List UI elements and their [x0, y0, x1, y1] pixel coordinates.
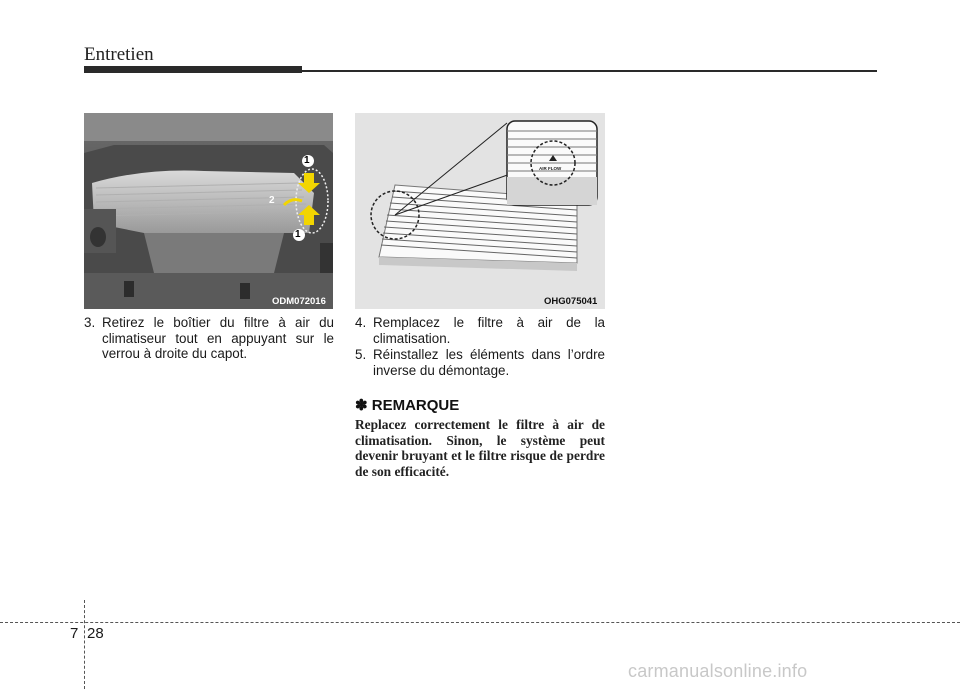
- step-5: [355, 347, 605, 378]
- note-heading: [355, 396, 459, 414]
- section-title: Entretien: [84, 44, 154, 65]
- filter-element-illustration: [355, 113, 605, 309]
- airflow-label: AIR FLOW: [539, 166, 562, 171]
- callout-1-top: 1: [304, 155, 310, 166]
- footer-rule: [0, 622, 960, 623]
- callout-1-bottom: 1: [295, 229, 301, 240]
- figure-filter-housing: [84, 113, 333, 309]
- step-text: Retirez le boîtier du filtre à air du climatiseur tout en appuyant sur le verrou à droite du capot.: [102, 315, 334, 361]
- watermark: carmanualsonline.info: [628, 661, 808, 681]
- filter-housing-illustration: [84, 113, 333, 309]
- step-number: 3.: [84, 315, 96, 330]
- step-4: [355, 315, 605, 346]
- figure-filter-element: [355, 113, 605, 309]
- step-number: 5.: [355, 347, 367, 362]
- note-heading-text: REMARQUE: [371, 397, 460, 414]
- figure-code: ODM072016: [272, 296, 326, 307]
- step-3: [84, 315, 334, 362]
- page-number: 28: [87, 625, 104, 642]
- figure-code: OHG075041: [544, 296, 598, 307]
- step-number: 4.: [355, 315, 367, 330]
- header-rule: [302, 70, 877, 72]
- note-body: Replacez correctement le filtre à air de climatisation. Sinon, le système peut devenir bruyant et le filtre risque de perdre de son efficacité.: [355, 417, 605, 479]
- callout-2: 2: [269, 195, 275, 206]
- footer-divider: [84, 600, 85, 689]
- step-text: Remplacez le filtre à air de la climatisation.: [373, 315, 605, 346]
- step-text: Réinstallez les éléments dans l’ordre inverse du démontage.: [373, 347, 605, 378]
- note-symbol-icon: ✽: [355, 397, 368, 414]
- chapter-number: 7: [70, 625, 79, 642]
- header-bar: [84, 66, 302, 73]
